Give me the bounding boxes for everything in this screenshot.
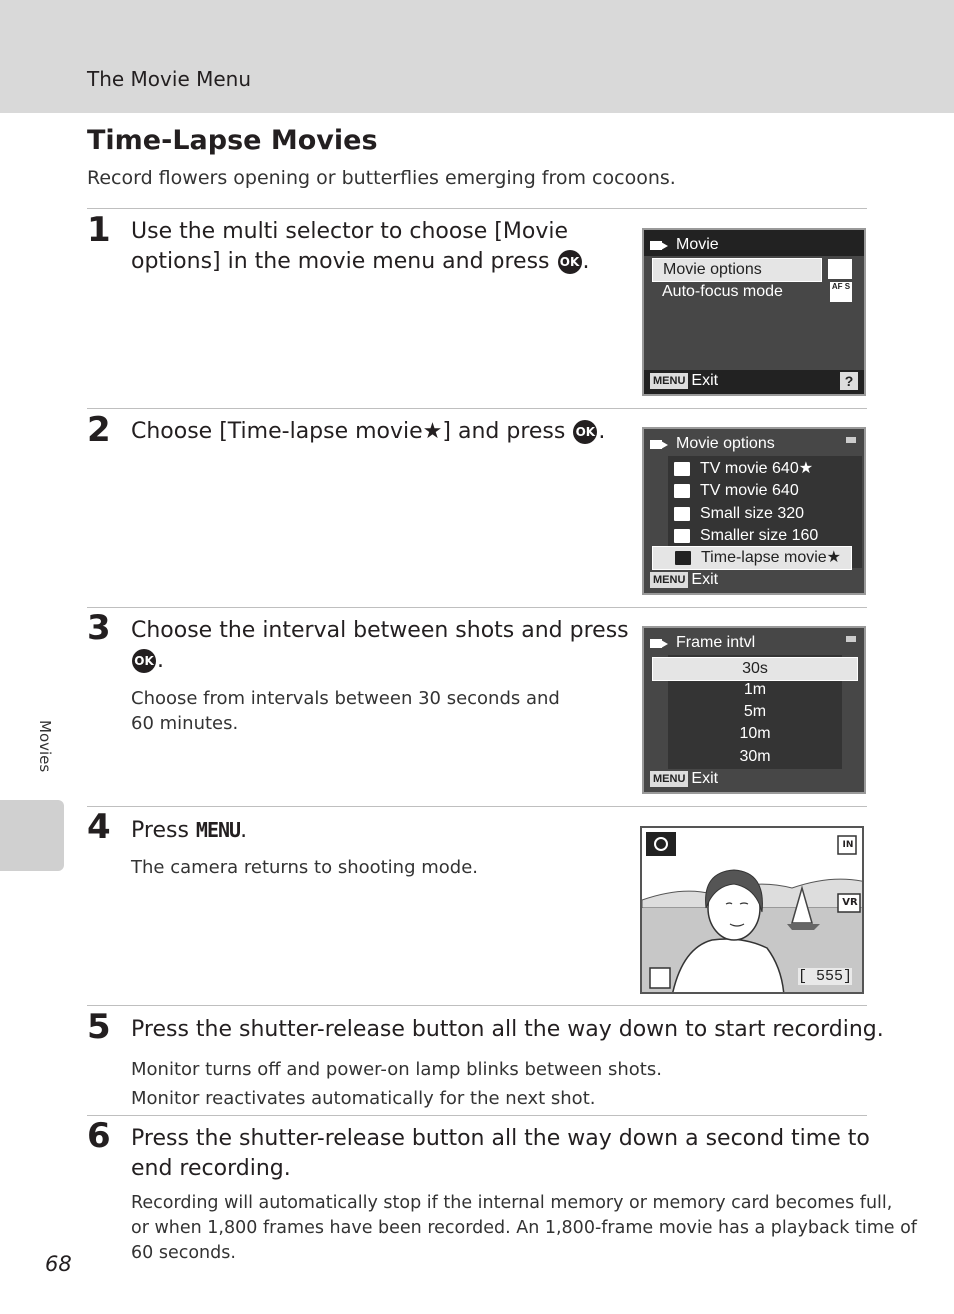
screen-footer <box>650 769 718 789</box>
screen-title-text: Movie options <box>676 435 775 452</box>
exposures-remaining: [ 555] <box>797 968 852 985</box>
note-line: 60 minutes. <box>131 713 239 734</box>
movie-camera-icon <box>674 507 690 521</box>
note-line: Choose from intervals between 30 seconds and <box>131 688 560 709</box>
footer-exit: Exit <box>691 770 719 787</box>
ok-button-icon: OK <box>573 420 597 444</box>
menu-button-icon: MENU <box>195 818 241 842</box>
step-number: 4 <box>87 807 111 847</box>
screen-title-text: Movie <box>676 236 719 253</box>
option-label: TV movie 640 <box>700 482 799 499</box>
note-line: 60 seconds. <box>131 1243 236 1263</box>
divider <box>87 806 867 807</box>
side-tab-label <box>36 720 60 790</box>
step-note <box>131 686 560 736</box>
step-line-end: . <box>598 419 606 444</box>
option-label: TV movie 640★ <box>700 460 814 477</box>
note-line: or when 1,800 frames have been recorded. An 1,800-frame movie has a playback time of <box>131 1218 917 1238</box>
step-number: 3 <box>87 608 111 648</box>
step-line: Press the shutter-release button all the way down a second time to <box>131 1126 870 1151</box>
step-number: 5 <box>87 1007 111 1047</box>
movie-options-screen <box>642 427 866 595</box>
step-line <box>131 646 629 676</box>
menu-button-icon: MENU <box>650 771 688 787</box>
option-smaller-160[interactable] <box>674 525 818 547</box>
option-label: Time-lapse movie★ <box>701 549 842 566</box>
step-instruction <box>131 1124 870 1184</box>
section-header: The Movie Menu <box>87 67 252 91</box>
screen-footer <box>650 570 718 590</box>
help-icon: ? <box>840 372 858 390</box>
step-number: 2 <box>87 410 111 450</box>
option-small-320[interactable] <box>674 503 804 525</box>
step-line-end: . <box>240 818 248 843</box>
option-time-lapse[interactable] <box>652 546 852 570</box>
screen-title <box>650 632 755 654</box>
movie-camera-icon <box>650 437 668 451</box>
note-line: Monitor reactivates automatically for the next shot. <box>131 1088 596 1109</box>
footer-exit: Exit <box>691 372 719 389</box>
step-line <box>131 247 590 277</box>
option-tv-640[interactable] <box>674 480 799 502</box>
ok-button-icon: OK <box>132 649 156 673</box>
movie-menu-screen <box>642 228 866 396</box>
step-note <box>131 1055 662 1113</box>
step-line: Use the multi selector to choose [Movie <box>131 219 568 244</box>
step-line: end recording. <box>131 1156 291 1181</box>
screen-footer <box>650 371 718 391</box>
step-line-text: Press <box>131 818 189 843</box>
scroll-indicator <box>846 437 856 443</box>
shooting-mode-screen <box>640 826 864 994</box>
interval-option[interactable]: 5m <box>743 703 767 720</box>
footer-exit: Exit <box>691 571 719 588</box>
time-lapse-mode-icon <box>646 832 676 856</box>
step-instruction <box>131 417 605 447</box>
menu-button-icon: MENU <box>650 373 688 389</box>
movie-camera-icon <box>650 238 668 252</box>
step-instruction: Press the shutter-release button all the way down to start recording. <box>131 1017 884 1042</box>
interval-option[interactable]: 30s <box>652 657 858 681</box>
menu-button-icon: MENU <box>650 572 688 588</box>
frame-interval-screen <box>642 626 866 794</box>
ok-button-icon: OK <box>558 250 582 274</box>
header-band <box>0 0 954 113</box>
screen-title-text: Frame intvl <box>676 634 756 651</box>
note-line: Recording will automatically stop if the internal memory or memory card becomes full, <box>131 1193 893 1213</box>
divider <box>87 1005 867 1006</box>
step-note: The camera returns to shooting mode. <box>131 857 479 878</box>
option-label: Smaller size 160 <box>700 527 819 544</box>
screen-title <box>650 234 719 256</box>
divider <box>87 208 867 209</box>
step-instruction <box>131 616 629 676</box>
divider <box>87 607 867 608</box>
step-instruction <box>131 815 247 846</box>
movie-camera-icon <box>828 259 852 279</box>
note-line: Monitor turns off and power-on lamp blinks between shots. <box>131 1059 662 1080</box>
scroll-indicator <box>846 636 856 642</box>
screen-title <box>650 433 775 455</box>
page-subtitle: Record flowers opening or butterflies emerging from cocoons. <box>87 167 676 189</box>
step-note <box>131 1191 917 1266</box>
lp-movie-icon <box>674 529 690 543</box>
page-number: 68 <box>45 1252 72 1276</box>
vr-label: VR <box>842 897 858 908</box>
tv-movie-icon <box>674 462 690 476</box>
divider <box>87 1115 867 1116</box>
divider <box>87 408 867 409</box>
step-line-text: Choose [Time-lapse movie★] and press <box>131 419 566 444</box>
internal-memory-label: IN <box>842 840 854 850</box>
time-lapse-icon <box>675 551 691 565</box>
step-number: 6 <box>87 1116 111 1156</box>
af-mode-icon: AF S <box>830 282 852 302</box>
interval-option[interactable]: 1m <box>743 681 767 698</box>
step-line-end: . <box>157 648 164 673</box>
step-line: Choose the interval between shots and press <box>131 618 629 643</box>
menu-item-movie-options[interactable]: Movie options <box>652 258 822 282</box>
option-label: Small size 320 <box>700 505 805 522</box>
movie-camera-icon <box>650 636 668 650</box>
step-line-end: . <box>582 249 590 274</box>
step-line-text: options] in the movie menu and press <box>131 249 550 274</box>
side-tab-text: Movies <box>36 720 54 773</box>
side-tab <box>0 800 64 871</box>
interval-option[interactable]: 30m <box>739 748 771 765</box>
page-title: Time-Lapse Movies <box>87 125 378 156</box>
step-instruction <box>131 217 590 277</box>
movie-size-icon <box>650 968 670 988</box>
tv-movie-icon <box>674 484 690 498</box>
interval-option[interactable]: 10m <box>739 725 771 742</box>
step-number: 1 <box>87 210 111 250</box>
option-tv-640-star[interactable] <box>674 458 813 480</box>
menu-item-auto-focus[interactable]: Auto-focus mode <box>662 283 783 300</box>
